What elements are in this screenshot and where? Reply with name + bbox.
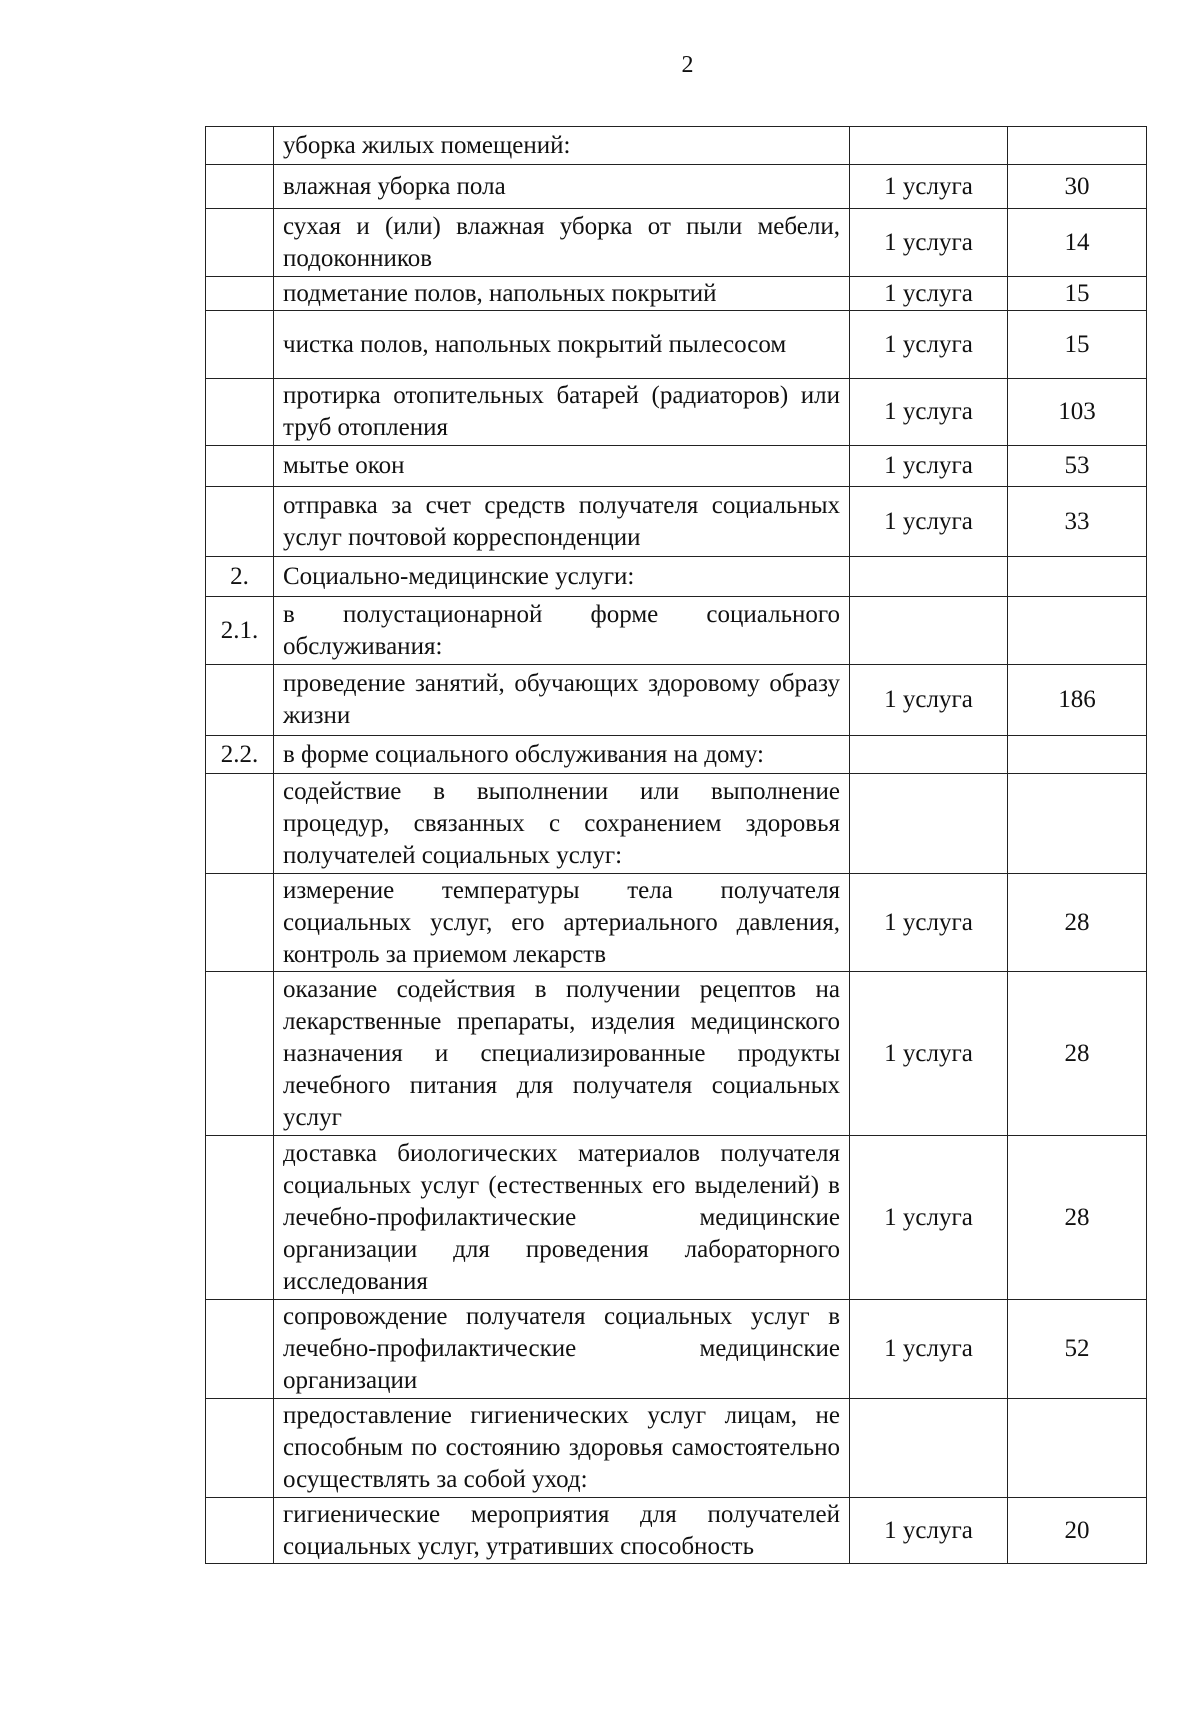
service-value (1008, 736, 1147, 774)
service-unit: 1 услуга (850, 1300, 1008, 1399)
row-number (206, 1498, 274, 1564)
service-value: 52 (1008, 1300, 1147, 1399)
table-row (206, 379, 1147, 446)
service-value: 33 (1008, 487, 1147, 557)
service-unit: 1 услуга (850, 311, 1008, 379)
service-unit (850, 127, 1008, 165)
service-name: предоставление гигиенических услуг лицам, не способным по состоянию здоровья самостоятельно осуществлять за собой уход: (274, 1399, 850, 1498)
service-value: 20 (1008, 1498, 1147, 1564)
row-number (206, 874, 274, 972)
row-number (206, 165, 274, 209)
service-name: в форме социального обслуживания на дому: (274, 736, 850, 774)
service-name: оказание содействия в получении рецептов на лекарственные препараты, изделия медицинского назначения и специализированные продукты лечебного питания для получателя социальных услуг (274, 972, 850, 1136)
service-unit (850, 736, 1008, 774)
service-name: подметание полов, напольных покрытий (274, 277, 850, 311)
table-row (206, 1136, 1147, 1300)
table-row (206, 557, 1147, 597)
table-row (206, 597, 1147, 665)
table-row (206, 277, 1147, 311)
service-unit: 1 услуга (850, 165, 1008, 209)
service-name: протирка отопительных батарей (радиаторов) или труб отопления (274, 379, 850, 446)
service-name: влажная уборка пола (274, 165, 850, 209)
service-value: 28 (1008, 874, 1147, 972)
service-name: измерение температуры тела получателя социальных услуг, его артериального давления, контроль за приемом лекарств (274, 874, 850, 972)
service-unit (850, 774, 1008, 874)
service-name: мытье окон (274, 446, 850, 487)
service-unit: 1 услуга (850, 1136, 1008, 1300)
row-number (206, 774, 274, 874)
row-number (206, 277, 274, 311)
row-number: 2. (206, 557, 274, 597)
row-number (206, 379, 274, 446)
service-unit: 1 услуга (850, 1498, 1008, 1564)
service-unit (850, 597, 1008, 665)
service-value (1008, 597, 1147, 665)
service-name: доставка биологических материалов получателя социальных услуг (естественных его выделений) в лечебно-профилактические медицинские организации для проведения лабораторного исследования (274, 1136, 850, 1300)
service-value: 186 (1008, 665, 1147, 736)
service-unit: 1 услуга (850, 487, 1008, 557)
table-row (206, 774, 1147, 874)
service-value: 53 (1008, 446, 1147, 487)
service-name: содействие в выполнении или выполнение процедур, связанных с сохранением здоровья получателей социальных услуг: (274, 774, 850, 874)
table-row (206, 1498, 1147, 1564)
table-row (206, 1399, 1147, 1498)
row-number (206, 311, 274, 379)
service-value: 28 (1008, 1136, 1147, 1300)
table-row (206, 1300, 1147, 1399)
row-number (206, 665, 274, 736)
row-number (206, 127, 274, 165)
service-name: отправка за счет средств получателя социальных услуг почтовой корреспонденции (274, 487, 850, 557)
service-unit: 1 услуга (850, 972, 1008, 1136)
service-unit: 1 услуга (850, 379, 1008, 446)
service-value (1008, 774, 1147, 874)
table-row (206, 446, 1147, 487)
page-number: 2 (681, 52, 694, 78)
service-unit (850, 1399, 1008, 1498)
table-row (206, 736, 1147, 774)
service-value: 28 (1008, 972, 1147, 1136)
service-value: 14 (1008, 209, 1147, 277)
service-unit: 1 услуга (850, 874, 1008, 972)
table-row (206, 311, 1147, 379)
table-row (206, 487, 1147, 557)
table-row (206, 165, 1147, 209)
service-value: 15 (1008, 311, 1147, 379)
table-row (206, 874, 1147, 972)
service-value (1008, 127, 1147, 165)
service-name: Социально-медицинские услуги: (274, 557, 850, 597)
service-name: гигиенические мероприятия для получателей социальных услуг, утративших способность (274, 1498, 850, 1564)
service-name: в полустационарной форме социального обслуживания: (274, 597, 850, 665)
row-number (206, 972, 274, 1136)
table-row (206, 972, 1147, 1136)
service-value (1008, 1399, 1147, 1498)
row-number (206, 487, 274, 557)
service-unit: 1 услуга (850, 446, 1008, 487)
service-name: чистка полов, напольных покрытий пылесосом (274, 311, 850, 379)
service-name: сухая и (или) влажная уборка от пыли мебели, подоконников (274, 209, 850, 277)
service-unit: 1 услуга (850, 209, 1008, 277)
services-table (205, 126, 1147, 1564)
row-number (206, 1136, 274, 1300)
service-value: 30 (1008, 165, 1147, 209)
service-value: 15 (1008, 277, 1147, 311)
table-row (206, 127, 1147, 165)
table-row (206, 665, 1147, 736)
service-name: проведение занятий, обучающих здоровому образу жизни (274, 665, 850, 736)
service-name: уборка жилых помещений: (274, 127, 850, 165)
row-number: 2.1. (206, 597, 274, 665)
service-value: 103 (1008, 379, 1147, 446)
row-number: 2.2. (206, 736, 274, 774)
service-unit: 1 услуга (850, 665, 1008, 736)
service-unit (850, 557, 1008, 597)
row-number (206, 1399, 274, 1498)
table-row (206, 209, 1147, 277)
row-number (206, 209, 274, 277)
row-number (206, 446, 274, 487)
row-number (206, 1300, 274, 1399)
service-unit: 1 услуга (850, 277, 1008, 311)
service-value (1008, 557, 1147, 597)
service-name: сопровождение получателя социальных услуг в лечебно-профилактические медицинские организации (274, 1300, 850, 1399)
